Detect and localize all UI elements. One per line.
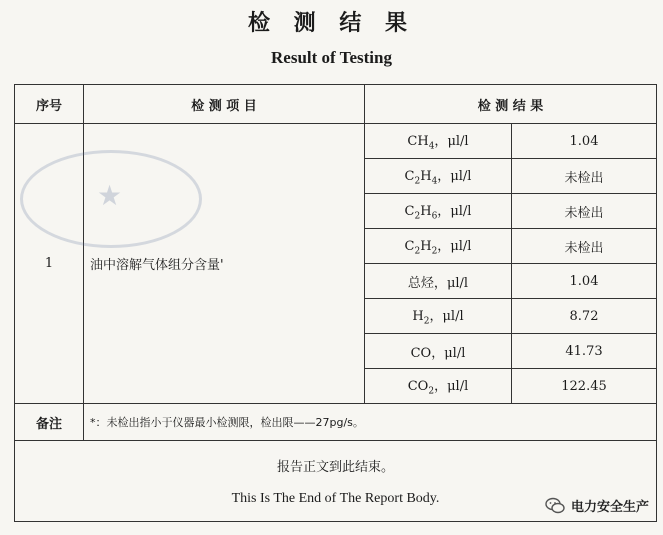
gas-label [365, 159, 512, 194]
gas-name: C [404, 239, 415, 255]
gas-name: C [404, 169, 415, 185]
end-text-cn: 报告正文到此结束。 [277, 459, 395, 475]
gas-name: C [404, 204, 415, 220]
note-row [15, 404, 657, 441]
gas-name: H [420, 169, 432, 185]
gas-label [365, 334, 512, 369]
gas-name: CO [407, 379, 429, 395]
table-header-row [15, 85, 657, 124]
gas-subscript: 4 [431, 176, 438, 187]
unit: μl/l [442, 309, 464, 325]
gas-subscript: 2 [414, 176, 421, 187]
separator: ， [437, 239, 451, 255]
gas-subscript: 2 [414, 211, 421, 222]
gas-subscript: 2 [414, 246, 421, 257]
result-value: 8.72 [512, 299, 657, 334]
separator: ， [431, 345, 445, 361]
note-label: 备注 [15, 404, 84, 441]
gas-label [365, 369, 512, 404]
header-seq: 序号 [15, 85, 84, 124]
unit: μl/l [447, 134, 469, 150]
end-text-en: This Is The End of The Report Body. [231, 490, 440, 506]
unit: μl/l [446, 275, 469, 291]
gas-name: CO [410, 345, 432, 361]
result-value: 1.04 [512, 264, 657, 299]
gas-subscript: 2 [428, 386, 435, 397]
watermark-text: 电力安全生产 [570, 500, 649, 515]
seal-stamp [20, 150, 202, 248]
gas-label [365, 194, 512, 229]
item-number: 1 [15, 124, 84, 404]
header-result: 检 测 结 果 [365, 85, 657, 124]
separator: ， [434, 379, 448, 395]
unit: μl/l [450, 239, 472, 255]
gas-subscript: 2 [431, 246, 438, 257]
separator: ， [437, 169, 451, 185]
gas-name: 总烃 [407, 275, 434, 291]
header-item: 检 测 项 目 [84, 85, 365, 124]
gas-name: H [412, 309, 424, 325]
result-value: 未检出 [512, 229, 657, 264]
gas-label [365, 299, 512, 334]
separator: ， [437, 204, 451, 220]
result-value: 未检出 [512, 159, 657, 194]
separator: ， [434, 134, 448, 150]
gas-name: H [420, 204, 432, 220]
gas-subscript: 6 [431, 211, 438, 222]
gas-label [365, 124, 512, 159]
gas-name: H [420, 239, 432, 255]
result-value: 未检出 [512, 194, 657, 229]
star-icon: ★ [97, 179, 123, 212]
gas-label [365, 229, 512, 264]
result-value: 1.04 [512, 124, 657, 159]
separator: ， [433, 275, 447, 291]
item-name: 油中溶解气体组分含量' [84, 124, 365, 404]
unit: μl/l [450, 204, 472, 220]
note-text: *：未检出指小于仪器最小检测限，检出限——27pg/s。 [84, 404, 657, 441]
gas-subscript: 4 [428, 141, 435, 152]
document-subtitle: Result of Testing [271, 48, 392, 67]
gas-name: CH [407, 134, 429, 150]
separator: ， [429, 309, 443, 325]
gas-label [365, 264, 512, 299]
gas-subscript: 2 [423, 316, 430, 327]
result-value: 41.73 [512, 334, 657, 369]
wechat-icon [545, 497, 565, 515]
unit: μl/l [450, 169, 472, 185]
document-title: 检 测 结 果 [248, 11, 415, 36]
result-value: 122.45 [512, 369, 657, 404]
unit: μl/l [447, 379, 469, 395]
unit: μl/l [444, 345, 466, 361]
watermark [545, 496, 649, 515]
